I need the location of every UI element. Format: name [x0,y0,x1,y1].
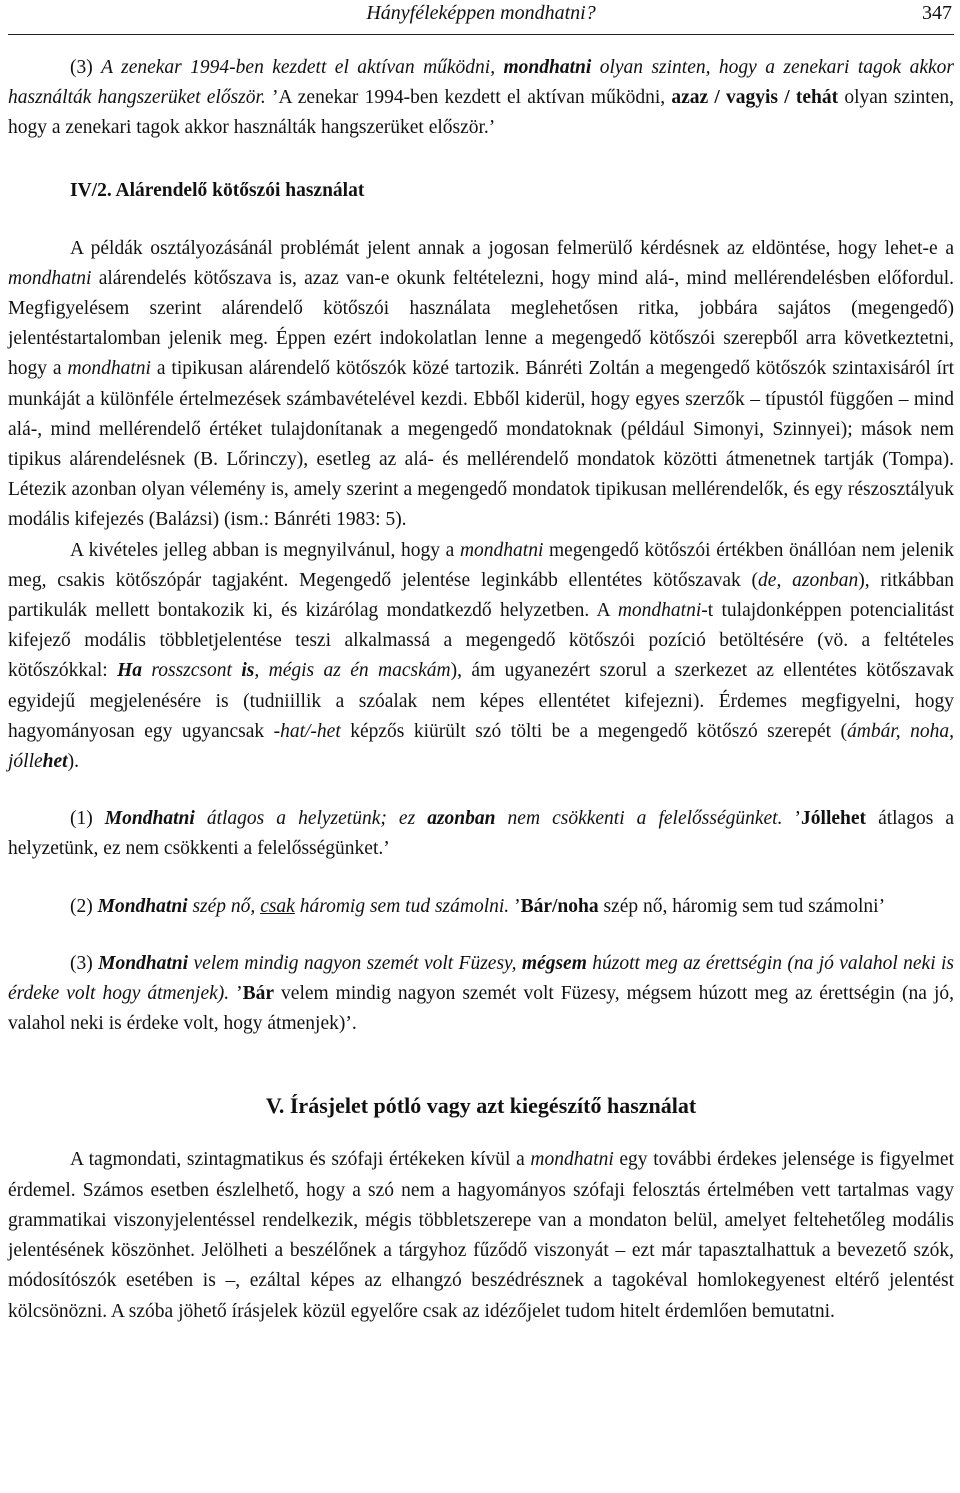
subheading: IV/2. Alárendelő kötőszói használat [70,179,365,201]
paragraph-3: A tagmondati, szintagmatikus és szófaji értékeken kívül a mondhatni egy további érdekes jelensége is figyelmet érdemel. Számos esetben észlelhető, hogy a szó nem a hagyományos szófaji felosztás értelmében vett tartalmas vagy grammatikai viszonyjelentéssel rendelkezik, mégis többletszerepe van a mondaton belül, amelyet feltehetőleg modális jelentésének köszönhet. Jelölheti a beszélőnek a tárgyhoz fűződő viszonyát – ezt már tapasztalhattuk a bevezető szók, módosítószók esetében is –, ezáltal képes az elhangzó beszédrésznek a tagokéval homlokegyenest eltérő jelentést kölcsönözni. A szóba jöhető írásjelek közül egyelőre csak az idézőjelet tudom hitelt érdemlően bemutatni. [8,1149,955,1322]
page-number: 347 [922,2,952,24]
document-page [8,0,954,1327]
paragraph-2: A kivételes jelleg abban is megnyilvánul, hogy a mondhatni megengedő kötőszói értékben önállóan nem jelenik meg, csakis kötőszópár tagjaként. Megengedő jelentése leginkább ellentétes kötőszavak (de, azonban), ritkábban partikulák mellett bontakozik ki, és kizárólag mondatkezdő helyzetben. A mondhatni-t tulajdonképpen potencialitást kifejező modális többletjelentése teszi alkalmassá a megengedő kötőszói pozíció betöltésére (vö. a feltételes kötőszókkal: Ha rosszcsont is, mégis az én macskám), ám ugyanezért szorul a szerkezet az ellentétes kötőszavak egyidejű megjelenésére is (tudniillik a szóalak nem képes ellentétet kifejezni). Érdemes megfigyelni, hogy hagyományosan egy ugyancsak -hat/-het képzős kiürült szó tölti be a megengedő kötőszó szerepét (ámbár, noha, jóllehet). [8,539,954,773]
example-3: (3) Mondhatni velem mindig nagyon szemét volt Füzesy, mégsem húzott meg az érettségin (na jó valahol neki is érdeke volt hogy átmenjek). ’Bár velem mindig nagyon szemét volt Füzesy, mégsem húzott meg az érettségin (na jó, valahol neki is érdeke volt, hogy átmenjek)’. [8,952,954,1035]
running-header [8,0,954,35]
example-2: (2) Mondhatni szép nő, csak háromig sem tud számolni. ’Bár/noha szép nő, háromig sem tud számolni’ [70,895,886,917]
example-3-continued: (3) A zenekar 1994-ben kezdett el aktívan működni, mondhatni olyan szinten, hogy a zenekari tagok akkor használták hangszerüket először. ’A zenekar 1994-ben kezdett el aktívan működni, azaz / vagyis / tehát olyan szinten, hogy a zenekari tagok akkor használták hangszerüket először.’ [8,57,954,139]
paragraph-1: A példák osztályozásánál problémát jelent annak a jogosan felmerülő kérdésnek az eldöntése, hogy lehet-e a mondhatni alárendelés kötőszava is, azaz van-e okunk feltételezni, hogy mind alá-, mind mellérendelésben előfordul. Megfigyelésem szerint alárendelő kötőszói használata meglehetősen ritka, jobbára sajátos (megengedő) jelentéstartalomban jelenik meg. Éppen ezért indokolatlan lenne a megengedő kötőszói szerepből arra következtetni, hogy a mondhatni a tipikusan alárendelő kötőszók közé tartozik. Bánréti Zoltán a megengedő kötőszók szintaxisáról írt munkáját a különféle értelmezések számbavételével kezdi. Ebből kiderül, hogy egyes szerzők – típustól függően – mind alá-, mind mellérendelő értéket tulajdonítanak a megengedő mondatoknak (például Simonyi, Szinnyei); mások nem tipikus alárendelésnek (B. Lőrinczy), esetleg az alá- és mellérendelő mondatok közötti átmenetnek tartják (Tompa). Létezik azonban olyan vélemény is, amely szerint a megengedő mondatok tipikusan mellérendelők, és egy részosztályuk modális kifejezés (Balázsi) (ism.: Bánréti 1983: 5). [8,237,955,531]
running-title: Hányféleképpen mondhatni? [366,2,596,24]
section-title: V. Írásjelet pótló vagy azt kiegészítő használat [265,1093,697,1119]
example-1: (1) Mondhatni átlagos a helyzetünk; ez azonban nem csökkenti a felelősségünket. ’Jóllehet átlagos a helyzetünk, ez nem csökkenti a felelősségünket.’ [8,808,955,860]
